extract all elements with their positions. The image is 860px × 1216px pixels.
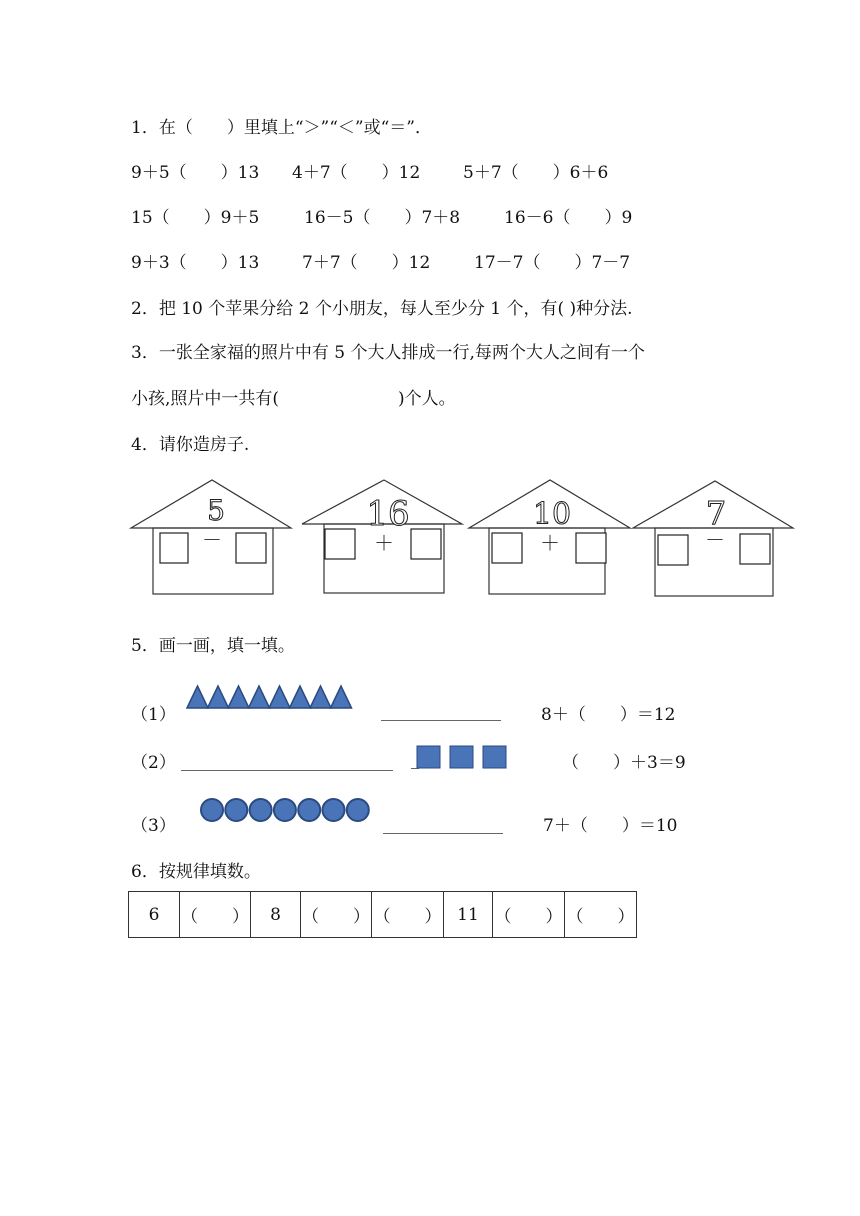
triangle-shape — [228, 686, 249, 708]
sequence-cell-blank[interactable]: （ ） — [565, 892, 637, 938]
triangle-shape — [310, 686, 331, 708]
sequence-cell-blank[interactable]: （ ） — [180, 892, 251, 938]
squares-group — [415, 744, 510, 772]
house-1 — [131, 480, 291, 594]
q3-line-2: 小孩,照片中一共有( )个人。 — [131, 389, 456, 409]
triangle-shape — [187, 686, 208, 708]
answer-box[interactable] — [325, 529, 355, 559]
answer-line[interactable] — [383, 833, 503, 834]
q5-title: 5．画一画，填一填。 — [131, 636, 295, 656]
circles-group — [199, 796, 371, 824]
houses-figure — [128, 478, 798, 603]
answer-box[interactable] — [492, 533, 522, 563]
answer-box[interactable] — [658, 535, 688, 565]
square-shape — [417, 746, 440, 768]
circle-shape — [274, 799, 296, 821]
square-shape — [483, 746, 506, 768]
circle-shape — [225, 799, 247, 821]
sequence-cell-blank[interactable]: （ ） — [493, 892, 565, 938]
house-2 — [302, 480, 462, 593]
sequence-table — [128, 891, 637, 938]
triangle-shape — [208, 686, 229, 708]
triangle-shape — [331, 686, 352, 708]
answer-box[interactable] — [576, 533, 606, 563]
q1-item: 15（ ）9＋5 — [131, 208, 260, 228]
q5-row-label: （2） — [131, 753, 176, 773]
triangle-shape — [290, 686, 311, 708]
q3-line-1: 3．一张全家福的照片中有 5 个大人排成一行,每两个大人之间有一个 — [131, 343, 645, 363]
q5-equation: 8＋（ ）＝12 — [541, 705, 676, 725]
triangle-shape — [249, 686, 270, 708]
q1-item: 4＋7（ ）12 — [292, 163, 421, 183]
sequence-cell-blank[interactable]: （ ） — [301, 892, 372, 938]
q5-row-label: （1） — [131, 705, 176, 725]
q2-text: 2．把 10 个苹果分给 2 个小朋友，每人至少分 1 个，有( )种分法. — [131, 299, 633, 319]
operator: － — [705, 528, 725, 552]
operator: ＋ — [374, 531, 394, 555]
circle-shape — [347, 799, 369, 821]
operator: － — [202, 528, 222, 552]
sequence-cell-blank[interactable]: （ ） — [372, 892, 444, 938]
q1-item: 7＋7（ ）12 — [302, 253, 431, 273]
answer-line[interactable] — [381, 720, 501, 721]
triangles-group — [185, 683, 355, 711]
circle-shape — [323, 799, 345, 821]
answer-box[interactable] — [236, 533, 266, 563]
house-number: 7 — [705, 494, 727, 532]
operator: ＋ — [540, 531, 560, 555]
q1-item: 16－5（ ）7＋8 — [304, 208, 461, 228]
house-number: 5 — [207, 494, 225, 527]
q1-title: 1．在（ ）里填上“＞”“＜”或“＝”． — [131, 118, 432, 138]
circle-shape — [201, 799, 223, 821]
sequence-cell: 8 — [251, 892, 301, 938]
house-4 — [633, 481, 793, 596]
q5-equation: 7＋（ ）＝10 — [543, 816, 678, 836]
circle-shape — [250, 799, 272, 821]
sequence-cell: 11 — [444, 892, 493, 938]
q6-title: 6．按规律填数。 — [131, 862, 261, 882]
q1-item: 9＋5（ ）13 — [131, 163, 260, 183]
q1-item: 9＋3（ ）13 — [131, 253, 260, 273]
house-number: 10 — [532, 497, 572, 532]
answer-box[interactable] — [160, 533, 188, 563]
q4-title: 4．请你造房子. — [131, 435, 250, 455]
answer-line[interactable] — [181, 770, 393, 771]
q5-equation: （ ）＋3＝9 — [562, 753, 686, 773]
square-shape — [450, 746, 473, 768]
q1-item: 17－7（ ）7－7 — [474, 253, 631, 273]
q5-row-label: （3） — [131, 816, 176, 836]
table-row — [129, 892, 637, 938]
q1-item: 16－6（ ）9 — [504, 208, 633, 228]
triangle-shape — [269, 686, 290, 708]
house-number: 16 — [366, 494, 410, 534]
q1-item: 5＋7（ ）6＋6 — [463, 163, 609, 183]
circle-shape — [298, 799, 320, 821]
answer-box[interactable] — [411, 529, 441, 559]
house-3 — [469, 480, 630, 594]
answer-box[interactable] — [740, 534, 770, 564]
sequence-cell: 6 — [129, 892, 180, 938]
